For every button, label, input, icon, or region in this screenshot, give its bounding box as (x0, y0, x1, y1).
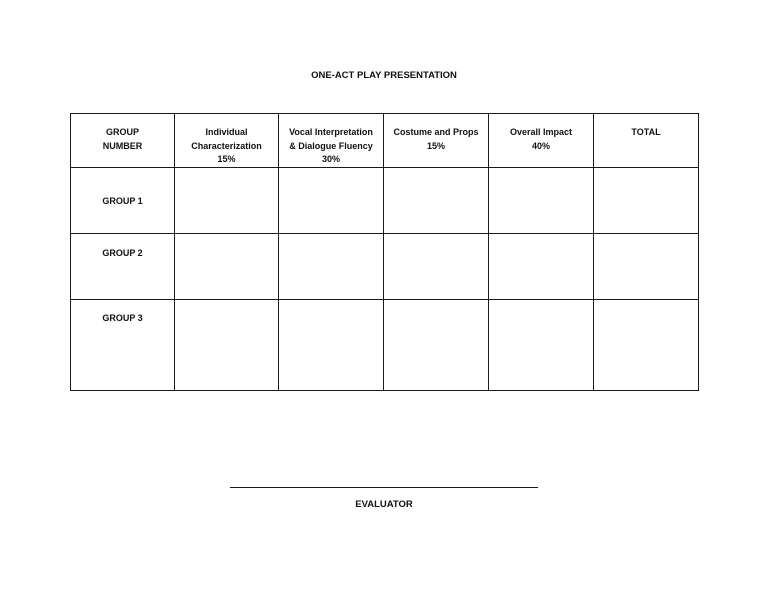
score-cell[interactable] (175, 167, 279, 233)
score-cell[interactable] (384, 233, 489, 299)
header-individual-characterization (175, 114, 279, 168)
score-cell[interactable] (384, 299, 489, 390)
signature-line (230, 487, 538, 488)
total-cell[interactable] (594, 167, 699, 233)
score-cell[interactable] (279, 167, 384, 233)
header-overall-impact (489, 114, 594, 168)
header-line: TOTAL (631, 127, 661, 137)
table-row (71, 167, 699, 233)
header-weight: 15% (426, 140, 445, 151)
score-cell[interactable] (279, 299, 384, 390)
header-line: Overall Impact (509, 127, 573, 137)
header-vocal-interpretation (279, 114, 384, 168)
header-line: & Dialogue Fluency (289, 140, 373, 151)
header-line: NUMBER (102, 140, 143, 151)
header-costume-and-props (384, 114, 489, 168)
header-total (594, 114, 699, 168)
score-cell[interactable] (384, 167, 489, 233)
table-header-row (71, 114, 699, 168)
header-line: Costume and Props (393, 127, 479, 137)
header-weight: 15% (217, 154, 236, 164)
table-row (71, 233, 699, 299)
score-cell[interactable] (279, 233, 384, 299)
group-label: GROUP 3 (71, 299, 175, 390)
score-cell[interactable] (489, 167, 594, 233)
header-weight: 40% (531, 140, 550, 151)
score-cell[interactable] (175, 233, 279, 299)
score-cell[interactable] (489, 233, 594, 299)
header-line: Vocal Interpretation (289, 127, 373, 137)
total-cell[interactable] (594, 233, 699, 299)
header-group-number (71, 114, 175, 168)
header-line: GROUP (105, 127, 139, 137)
header-line: Characterization (191, 140, 262, 151)
score-cell[interactable] (489, 299, 594, 390)
table-row (71, 299, 699, 390)
header-line: Individual (205, 127, 248, 137)
scoring-table (70, 113, 699, 391)
page-title: ONE-ACT PLAY PRESENTATION (311, 70, 457, 81)
evaluator-label: EVALUATOR (355, 499, 413, 510)
header-weight: 30% (321, 154, 340, 164)
group-label: GROUP 1 (71, 167, 175, 233)
total-cell[interactable] (594, 299, 699, 390)
score-cell[interactable] (175, 299, 279, 390)
group-label: GROUP 2 (71, 233, 175, 299)
